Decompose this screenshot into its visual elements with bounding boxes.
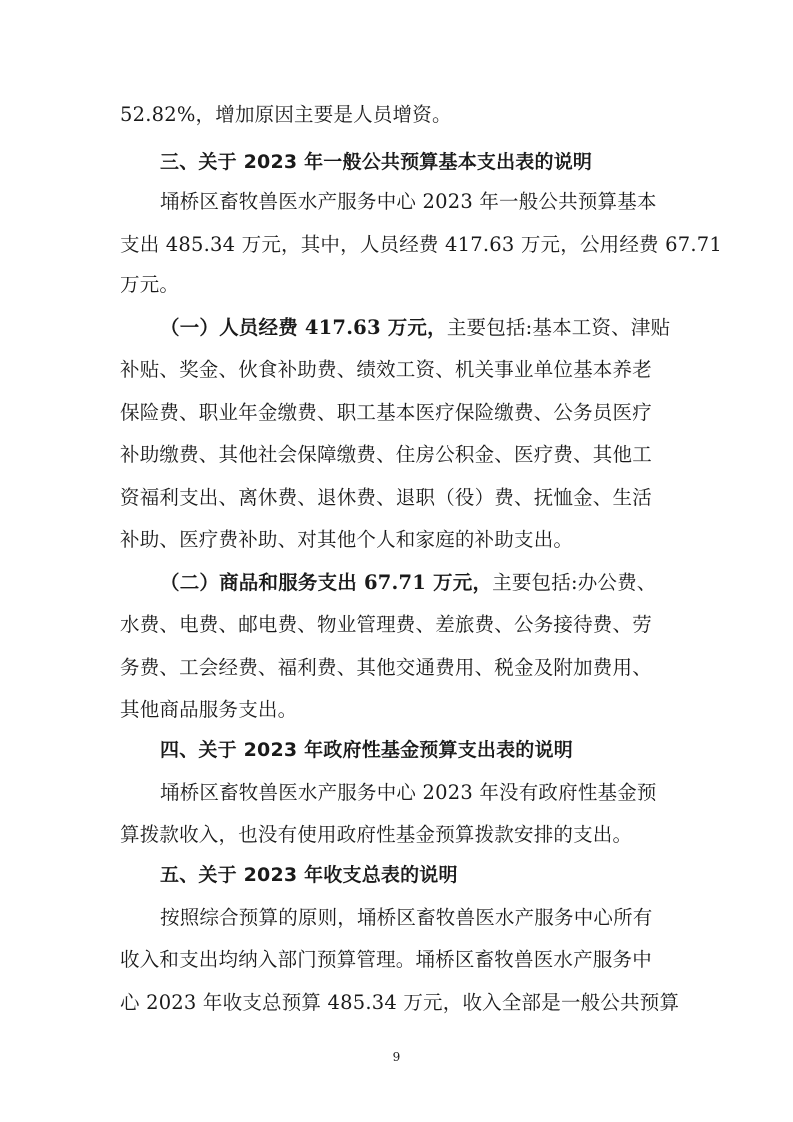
section-heading-5: 五、关于 2023 年收支总表的说明 bbox=[160, 864, 458, 886]
body-line: 心 2023 年收支总预算 485.34 万元，收入全部是一般公共预算 bbox=[120, 991, 680, 1014]
body-line: 收入和支出均纳入部门预算管理。埇桥区畜牧兽医水产服务中 bbox=[120, 948, 652, 971]
section-heading-4: 四、关于 2023 年政府性基金预算支出表的说明 bbox=[160, 739, 573, 761]
body-line bbox=[160, 315, 670, 341]
body-line: 水费、电费、邮电费、物业管理费、差旅费、公务接待费、劳 bbox=[120, 613, 652, 636]
body-line: 其他商品服务支出。 bbox=[120, 698, 298, 721]
page-number: 9 bbox=[392, 1050, 401, 1064]
body-line bbox=[160, 570, 657, 596]
body-line: 补贴、奖金、伙食补助费、绩效工资、机关事业单位基本养老 bbox=[120, 358, 652, 381]
body-line: 资福利支出、离休费、退休费、退职（役）费、抚恤金、生活 bbox=[120, 486, 652, 509]
subsection-text: 主要包括:基本工资、津贴 bbox=[446, 316, 671, 339]
body-line: 埇桥区畜牧兽医水产服务中心 2023 年一般公共预算基本 bbox=[160, 190, 657, 213]
body-line: 按照综合预算的原则，埇桥区畜牧兽医水产服务中心所有 bbox=[160, 906, 653, 929]
body-line: 补助、医疗费补助、对其他个人和家庭的补助支出。 bbox=[120, 528, 574, 551]
body-line: 补助缴费、其他社会保障缴费、住房公积金、医疗费、其他工 bbox=[120, 443, 652, 466]
subsection-title-goods-services: （二）商品和服务支出 67.71 万元， bbox=[160, 571, 493, 594]
body-line: 算拨款收入，也没有使用政府性基金预算拨款安排的支出。 bbox=[120, 823, 633, 846]
body-line: 支出 485.34 万元，其中，人员经费 417.63 万元，公用经费 67.71 bbox=[120, 233, 722, 256]
subsection-title-personnel: （一）人员经费 417.63 万元， bbox=[160, 316, 447, 339]
body-line: 保险费、职业年金缴费、职工基本医疗保险缴费、公务员医疗 bbox=[120, 401, 652, 424]
body-line: 埇桥区畜牧兽医水产服务中心 2023 年没有政府性基金预 bbox=[160, 781, 657, 804]
body-line: 万元。 bbox=[120, 273, 180, 296]
subsection-text: 主要包括:办公费、 bbox=[492, 571, 657, 594]
body-line: 52.82%，增加原因主要是人员增资。 bbox=[120, 103, 452, 126]
section-heading-3: 三、关于 2023 年一般公共预算基本支出表的说明 bbox=[160, 151, 593, 173]
body-line: 务费、工会经费、福利费、其他交通费用、税金及附加费用、 bbox=[120, 656, 652, 679]
